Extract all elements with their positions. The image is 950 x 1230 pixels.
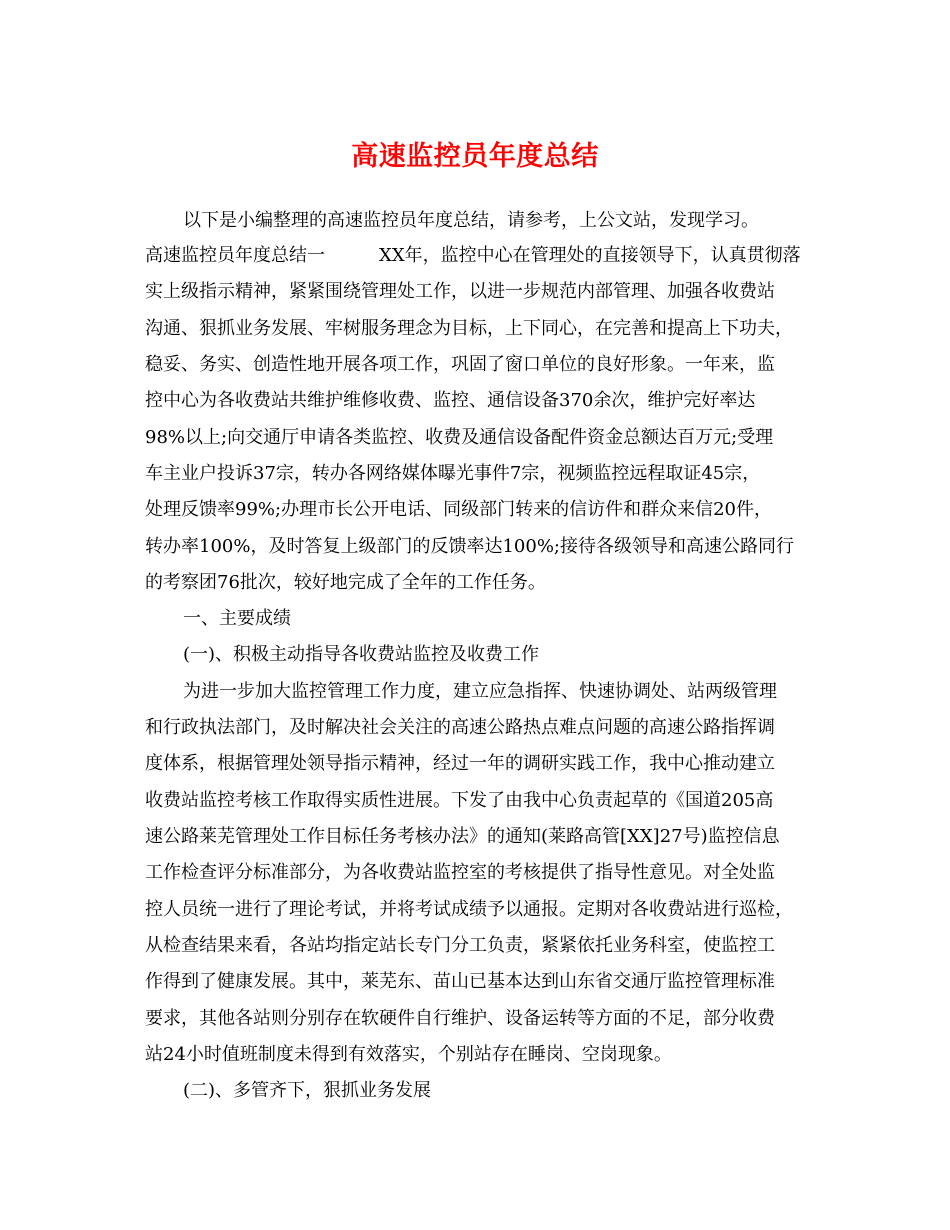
text-line: 沟通、狠抓业务发展、牢树服务理念为目标，上下同心，在完善和提高上下功夫，: [145, 318, 793, 339]
text-line: 工作检查评分标准部分，为各收费站监控室的考核提供了指导性意见。对全处监: [145, 862, 775, 883]
text-line: 以下是小编整理的高速监控员年度总结，请参考，上公文站，发现学习。: [183, 210, 759, 231]
subsection-heading: (二)、多管齐下，狠抓业务发展: [183, 1080, 432, 1101]
text-line: 从检查结果来看，各站均指定站长专门分工负责，紧紧依托业务科室，使监控工: [145, 935, 775, 956]
subsection-heading: (一)、积极主动指导各收费站监控及收费工作: [183, 644, 540, 665]
text-line: 控人员统一进行了理论考试，并将考试成绩予以通报。定期对各收费站进行巡检，: [145, 899, 793, 920]
text-line: 车主业户投诉37宗，转办各网络媒体曝光事件7宗，视频监控远程取证45宗，: [145, 463, 761, 484]
text-line: 为进一步加大监控管理工作力度，建立应急指挥、快速协调处、站两级管理: [183, 681, 777, 702]
text-line: 处理反馈率99%;办理市长公开电话、同级部门转来的信访件和群众来信20件，: [145, 499, 772, 520]
text-line: 控中心为各收费站共维护维修收费、监控、通信设备370余次，维护完好率达: [145, 390, 756, 411]
text-line: 和行政执法部门，及时解决社会关注的高速公路热点难点问题的高速公路指挥调: [145, 717, 775, 738]
document-title: 高速监控员年度总结: [351, 141, 599, 172]
text-line: 稳妥、务实、创造性地开展各项工作，巩固了窗口单位的良好形象。一年来，监: [145, 354, 775, 375]
text-line: 转办率100%，及时答复上级部门的反馈率达100%;接待各级领导和高速公路同行: [145, 536, 794, 557]
text-line: 高速监控员年度总结一 XX年，监控中心在管理处的直接领导下，认真贯彻落: [145, 245, 801, 266]
text-line: 站24小时值班制度未得到有效落实，个别站存在睡岗、空岗现象。: [145, 1044, 672, 1065]
text-line: 98%以上;向交通厅申请各类监控、收费及通信设备配件资金总额达百万元;受理: [145, 427, 774, 448]
text-line: 的考察团76批次，较好地完成了全年的工作任务。: [145, 572, 546, 593]
text-line: 度体系，根据管理处领导指示精神，经过一年的调研实践工作，我中心推动建立: [145, 753, 775, 774]
text-line: 作得到了健康发展。其中，莱芜东、苗山已基本达到山东省交通厅监控管理标准: [145, 971, 775, 992]
section-heading: 一、主要成绩: [183, 608, 291, 629]
text-line: 实上级指示精神，紧紧围绕管理处工作，以进一步规范内部管理、加强各收费站: [145, 281, 775, 302]
text-line: 速公路莱芜管理处工作目标任务考核办法》的通知(莱路高管[XX]27号)监控信息: [145, 826, 780, 847]
text-line: 收费站监控考核工作取得实质性进展。下发了由我中心负责起草的《国道205高: [145, 790, 774, 811]
text-line: 要求，其他各站则分别存在软硬件自行维护、设备运转等方面的不足，部分收费: [145, 1008, 775, 1029]
